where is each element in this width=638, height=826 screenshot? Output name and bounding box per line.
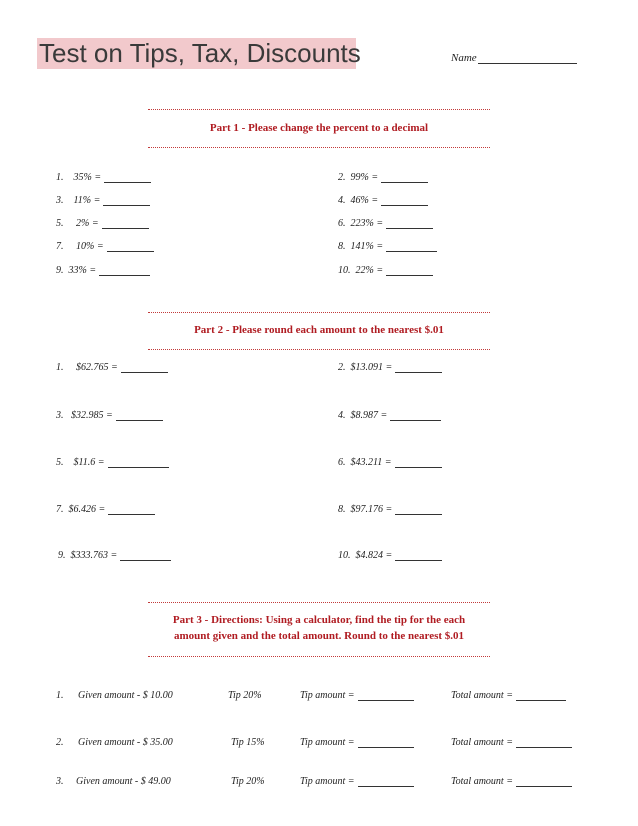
answer-blank[interactable] [516, 776, 572, 787]
total-amount [451, 690, 566, 701]
question [338, 241, 437, 252]
total-amount [451, 776, 572, 787]
answer-blank[interactable] [386, 218, 433, 229]
question [56, 504, 155, 515]
divider [148, 349, 490, 350]
question-number: 2. [338, 362, 346, 373]
question-text: $43.211 = [350, 457, 392, 468]
question-text: 141% = [350, 241, 384, 252]
question [58, 550, 171, 561]
total-amount-label: Total amount = [451, 690, 513, 701]
divider [148, 312, 490, 313]
page-title: Test on Tips, Tax, Discounts [39, 38, 361, 68]
question-text: 99% = [350, 172, 379, 183]
given-amount: Given amount - $ 35.00 [78, 737, 173, 748]
answer-blank[interactable] [395, 362, 442, 373]
question [56, 195, 150, 206]
question-number: 4. [338, 410, 346, 421]
question-number: 5. [56, 457, 64, 468]
answer-blank[interactable] [358, 776, 414, 787]
question-number: 1. [56, 172, 64, 183]
question [338, 410, 441, 421]
row-number: 2. [56, 737, 64, 748]
question [56, 362, 168, 373]
question-number: 7. [56, 241, 64, 252]
question-text: 2% = [76, 218, 99, 229]
answer-blank[interactable] [516, 690, 566, 701]
total-amount-label: Total amount = [451, 737, 513, 748]
question-number: 6. [338, 218, 346, 229]
answer-blank[interactable] [386, 265, 433, 276]
answer-blank[interactable] [395, 550, 442, 561]
question [338, 362, 442, 373]
question-text: $13.091 = [350, 362, 393, 373]
answer-blank[interactable] [358, 737, 414, 748]
question-text: $97.176 = [350, 504, 393, 515]
question [56, 457, 169, 468]
question-text: 46% = [350, 195, 379, 206]
total-amount-label: Total amount = [451, 776, 513, 787]
tip-percent: Tip 20% [231, 776, 265, 787]
divider [148, 602, 490, 603]
question-text: 11% = [73, 195, 101, 206]
question-number: 1. [56, 362, 64, 373]
question-number: 2. [338, 172, 346, 183]
part2-heading: Part 2 - Please round each amount to the nearest $.01 [194, 324, 444, 336]
answer-blank[interactable] [381, 172, 428, 183]
name-blank[interactable] [478, 52, 577, 64]
question [338, 504, 442, 515]
question-text: $32.985 = [71, 410, 113, 421]
question [338, 265, 433, 276]
row-number: 3. [56, 776, 64, 787]
total-amount [451, 737, 572, 748]
question-number: 8. [338, 241, 346, 252]
name-label: Name [451, 52, 477, 64]
question [56, 410, 163, 421]
question [56, 218, 149, 229]
divider [148, 656, 490, 657]
question-number: 3. [56, 410, 64, 421]
question-number: 9. [58, 550, 66, 561]
answer-blank[interactable] [516, 737, 572, 748]
tip-percent: Tip 15% [231, 737, 265, 748]
question-number: 9. [56, 265, 64, 276]
answer-blank[interactable] [395, 457, 442, 468]
answer-blank[interactable] [103, 195, 150, 206]
question-number: 7. [56, 504, 64, 515]
tip-amount-label: Tip amount = [300, 690, 355, 701]
given-amount: Given amount - $ 10.00 [78, 690, 173, 701]
question-text: $4.824 = [355, 550, 393, 561]
question [338, 195, 428, 206]
question-text: 35% = [73, 172, 102, 183]
question [56, 241, 154, 252]
answer-blank[interactable] [116, 410, 163, 421]
question-text: 33% = [68, 265, 97, 276]
part3-heading [148, 612, 490, 644]
question-text: 22% = [355, 265, 384, 276]
answer-blank[interactable] [102, 218, 149, 229]
tip-amount [300, 776, 414, 787]
answer-blank[interactable] [104, 172, 151, 183]
question-text: $11.6 = [73, 457, 105, 468]
question-text: $6.426 = [68, 504, 106, 515]
question-number: 3. [56, 195, 64, 206]
answer-blank[interactable] [381, 195, 428, 206]
answer-blank[interactable] [99, 265, 150, 276]
name-field[interactable] [451, 52, 577, 64]
question-text: 223% = [350, 218, 384, 229]
part3-heading-line1: Part 3 - Directions: Using a calculator, find the tip for the each [172, 614, 466, 626]
answer-blank[interactable] [395, 504, 442, 515]
question [338, 218, 433, 229]
question-number: 8. [338, 504, 346, 515]
tip-amount [300, 690, 414, 701]
question-text: $333.763 = [70, 550, 118, 561]
answer-blank[interactable] [120, 550, 171, 561]
answer-blank[interactable] [390, 410, 441, 421]
question-number: 4. [338, 195, 346, 206]
answer-blank[interactable] [108, 504, 155, 515]
question [56, 172, 151, 183]
divider [148, 147, 490, 148]
divider [148, 109, 490, 110]
part1-heading: Part 1 - Please change the percent to a decimal [209, 122, 429, 134]
question-number: 10. [338, 265, 351, 276]
answer-blank[interactable] [107, 241, 154, 252]
answer-blank[interactable] [121, 362, 168, 373]
row-number: 1. [56, 690, 64, 701]
tip-amount-label: Tip amount = [300, 737, 355, 748]
part3-heading-line2: amount given and the total amount. Round to the nearest $.01 [173, 630, 465, 642]
question-number: 10. [338, 550, 351, 561]
question-number: 5. [56, 218, 64, 229]
tip-amount-label: Tip amount = [300, 776, 355, 787]
question-text: 10% = [76, 241, 104, 252]
question-text: $62.765 = [76, 362, 118, 373]
question [338, 550, 442, 561]
question-text: $8.987 = [350, 410, 388, 421]
question [56, 265, 150, 276]
tip-amount [300, 737, 414, 748]
question [338, 172, 428, 183]
answer-blank[interactable] [358, 690, 414, 701]
given-amount: Given amount - $ 49.00 [76, 776, 171, 787]
question-number: 6. [338, 457, 346, 468]
answer-blank[interactable] [386, 241, 437, 252]
tip-percent: Tip 20% [228, 690, 262, 701]
answer-blank[interactable] [108, 457, 169, 468]
question [338, 457, 442, 468]
